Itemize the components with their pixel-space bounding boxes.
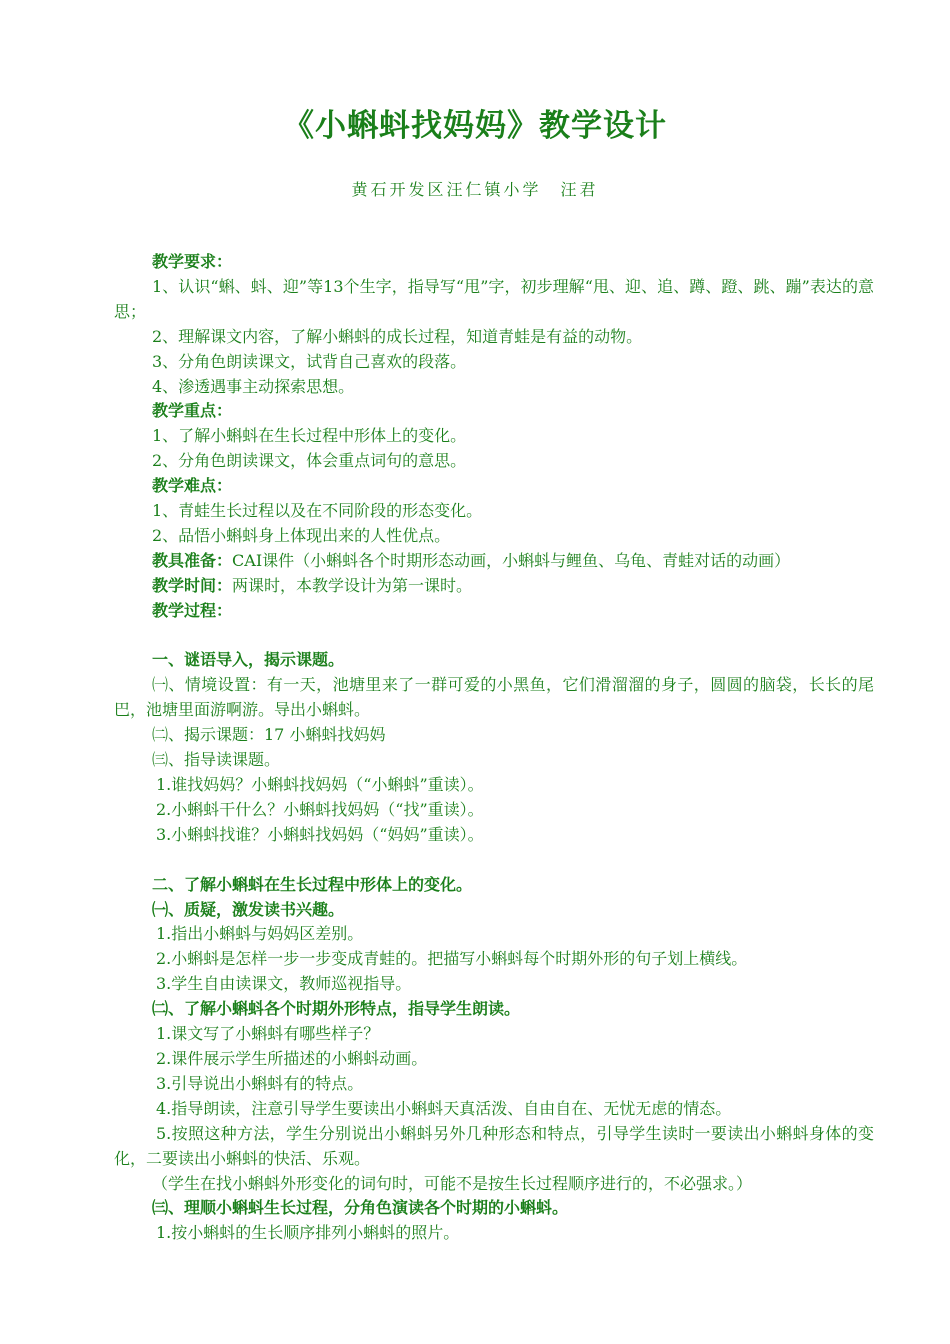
document-title: 《小蝌蚪找妈妈》教学设计 [283,108,667,144]
section2-part2-item: 5.按照这种方法，学生分别说出小蝌蚪另外几种形态和特点，引导学生读时一要读出小蝌蚪身体的变化，二要读出小蝌蚪的快活、乐观。 [114,1123,874,1168]
requirement-item: 3、分角色朗读课文，试背自己喜欢的段落。 [152,351,467,371]
materials-heading: 教具准备： [152,550,233,570]
section1-subitem: 3.小蝌蚪找谁？小蝌蚪找妈妈（“妈妈”重读）。 [156,824,484,844]
section2-part2-item: 1.课文写了小蝌蚪有哪些样子？ [156,1024,380,1044]
section2-part1-item: 2.小蝌蚪是怎样一步一步变成青蛙的。把描写小蝌蚪每个时期外形的句子划上横线。 [156,949,748,969]
key-point-item: 1、了解小蝌蚪在生长过程中形体上的变化。 [152,426,467,446]
section2-part1-item: 1.指出小蝌蚪与妈妈区差别。 [156,924,364,944]
section1-item: ㈡、揭示课题：17 小蝌蚪找妈妈 [152,725,386,745]
section2-part3-item: 1.按小蝌蚪的生长顺序排列小蝌蚪的照片。 [156,1223,460,1243]
time-line [114,574,874,599]
section2-part1-heading: ㈠、质疑，激发读书兴趣。 [152,899,345,919]
section1-heading: 一、谜语导入，揭示课题。 [152,650,345,670]
section1-item: ㈠、情境设置：有一天，池塘里来了一群可爱的小黑鱼，它们滑溜溜的身子，圆圆的脑袋，长长的尾巴，池塘里面游啊游。导出小蝌蚪。 [114,675,874,720]
time-heading: 教学时间： [152,575,233,595]
section2-part3-heading: ㈢、理顺小蝌蚪生长过程，分角色演读各个时期的小蝌蚪。 [152,1198,569,1218]
section2-part2-note: （学生在找小蝌蚪外形变化的词句时，可能不是按生长过程顺序进行的，不必强求。） [152,1173,753,1193]
key-point-item: 2、分角色朗读课文，体会重点词句的意思。 [152,451,467,471]
spacer [114,624,874,649]
materials-text: CAI课件（小蝌蚪各个时期形态动画，小蝌蚪与鲤鱼、乌龟、青蛙对话的动画） [232,550,791,570]
requirements-heading: 教学要求： [152,252,233,271]
requirement-item: 2、理解课文内容，了解小蝌蚪的成长过程，知道青蛙是有益的动物。 [152,326,643,346]
time-text: 两课时，本教学设计为第一课时。 [232,575,473,595]
section2-part2-item: 3.引导说出小蝌蚪有的特点。 [156,1073,364,1093]
document-body [114,250,874,1246]
section2-heading: 二、了解小蝌蚪在生长过程中形体上的变化。 [152,874,473,894]
key-points-heading: 教学重点： [152,401,233,421]
materials-line [114,549,874,574]
section1-subitem: 2.小蝌蚪干什么？小蝌蚪找妈妈（“找”重读）。 [156,799,484,819]
spacer [114,848,874,873]
section2-part2-item: 2.课件展示学生所描述的小蝌蚪动画。 [156,1048,428,1068]
document-author: 黄石开发区汪仁镇小学 汪君 [351,180,599,199]
section2-part2-item: 4.指导朗读，注意引导学生要读出小蝌蚪天真活泼、自由自在、无忧无虑的情态。 [156,1098,732,1118]
requirement-item: 1、认识“蝌、蚪、迎”等13个生字，指导写“甩”字，初步理解“甩、迎、追、蹲、蹬、跳、蹦”表达的意思； [114,276,874,321]
requirement-item: 4、渗透遇事主动探索思想。 [152,376,355,396]
section2-part2-heading: ㈡、了解小蝌蚪各个时期外形特点，指导学生朗读。 [152,999,521,1019]
section2-part1-item: 3.学生自由读课文，教师巡视指导。 [156,974,412,994]
difficulty-item: 2、品悟小蝌蚪身上体现出来的人性优点。 [152,525,451,545]
difficulties-heading: 教学难点： [152,476,233,496]
process-heading: 教学过程： [152,600,233,620]
difficulty-item: 1、青蛙生长过程以及在不同阶段的形态变化。 [152,501,483,521]
section1-item: ㈢、指导读课题。 [152,750,281,770]
section1-subitem: 1.谁找妈妈？小蝌蚪找妈妈（“小蝌蚪”重读）。 [156,775,484,795]
